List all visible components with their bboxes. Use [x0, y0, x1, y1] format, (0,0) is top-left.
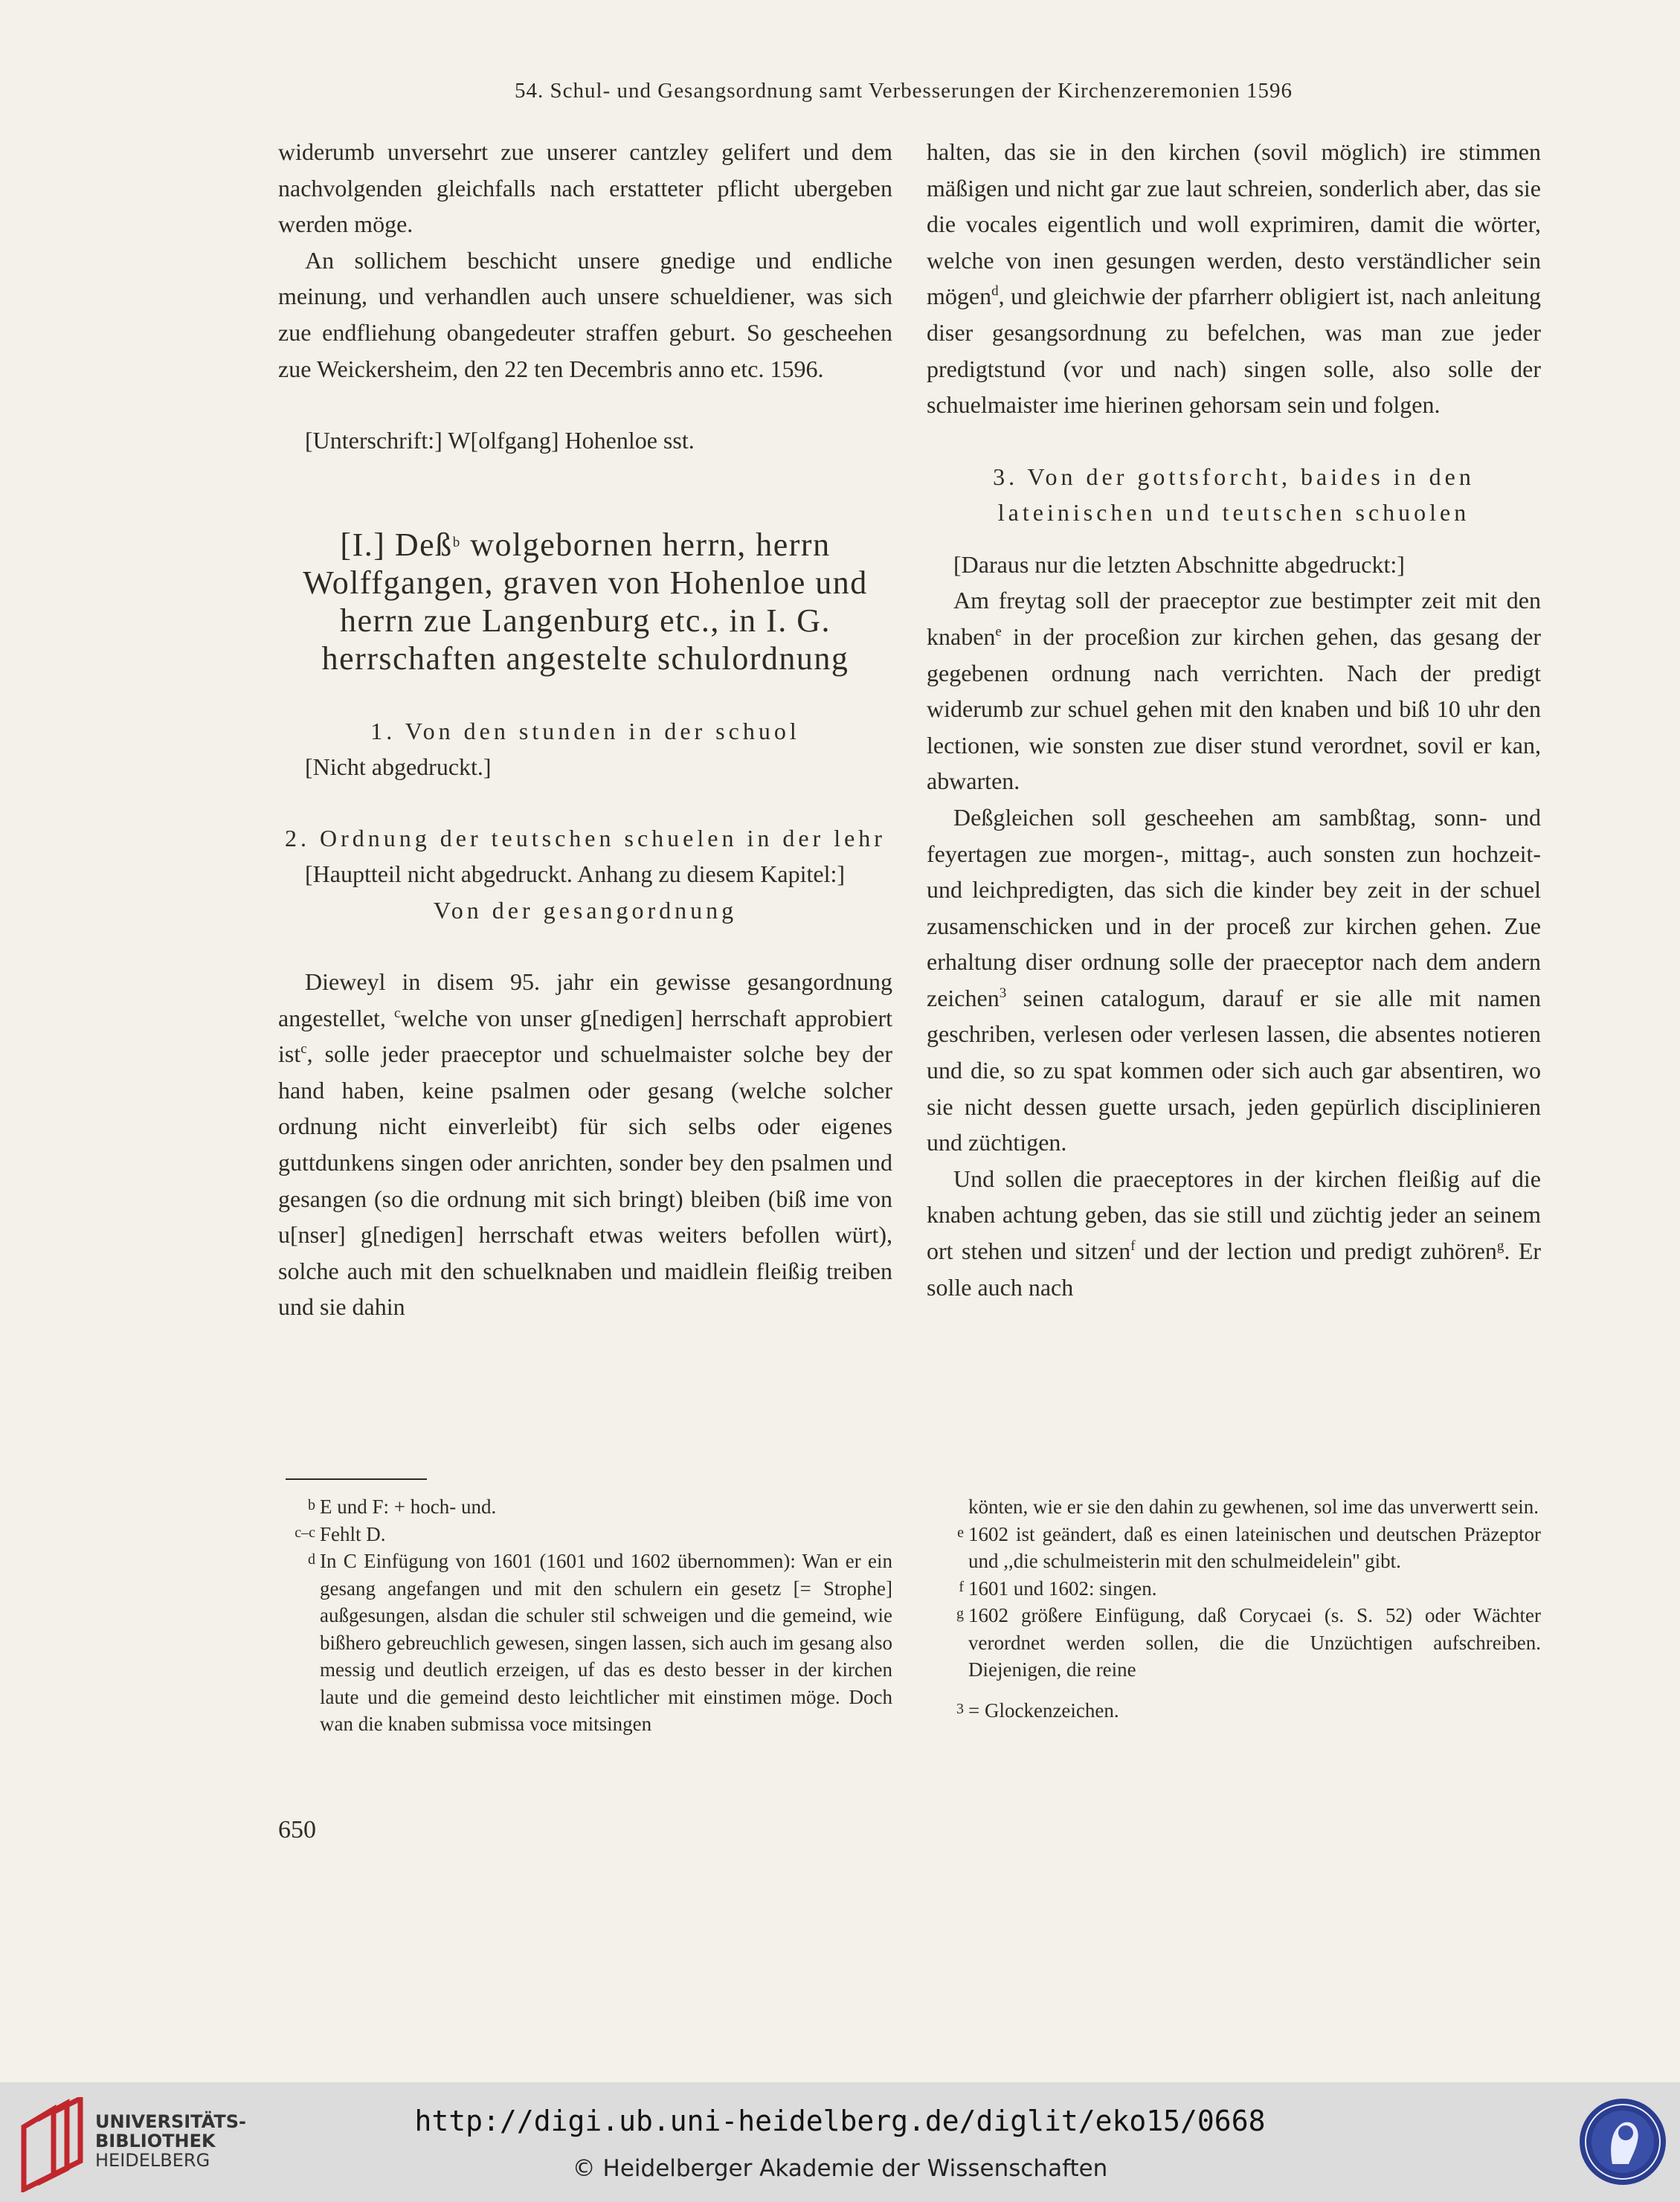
paragraph: Am freytag soll der praeceptor zue bestimpter zeit mit den knaben$^e$ in der proceßion zur kirchen gehen, das gesang der gegebenen ordnung nach verrichten. Nach der predigt widerumb zur schuel gehen mit den knaben und biß 10 uhr den lectionen, wie sonsten zue diser stund verordnet, sovil er kan, abwarten. [927, 587, 1541, 795]
sub-heading: Von der gesangordnung [433, 896, 738, 924]
footnotes-right [927, 1493, 1541, 1724]
footnote-mark: 3 [999, 985, 1007, 1001]
paragraph: Dieweyl in disem 95. jahr ein gewisse gesangordnung angestellet, $^c$welche von unser g[nedigen] herrschaft approbiert ist$^c$, solle jeder praeceptor und schuelmaister solche bey der hand haben, keine psalmen oder gesang (welche solcher ordnung nicht einverleibt) für sich selbs oder eigenes guttdunkens singen oder anrichten, sonder bey den psalmen und gesangen (so die ordnung mit sich bringt) bleiben (biß ime von u[nser] g[nedigen] herrschaft etwas weiters befollen würt), solche auch mit den schuelknaben und maidlein fleißig treiben und sie dahin [278, 968, 893, 1321]
library-name: UNIVERSITÄTS- BIBLIOTHEK HEIDELBERG [95, 2111, 247, 2171]
paragraph: halten, das sie in den kirchen (sovil möglich) ire stimmen mäßigen und nicht gar zue laut schreien, sonderlich aber, das sie die vocales eigentlich und woll exprimiren, damit die wörter, welche von inen gesungen werden, desto verständlicher sein mögen$^d$, und gleichwie der pfarrherr obligiert ist, nach anleitung diser gesangsordnung zu befelchen, was man zue jeder predigtstund (vor und nach) singen solle, also solle der schuelmaister ime hierinen gehorsam sein und folgen. [927, 138, 1541, 419]
footnote: b E und F: + hoch- und. [308, 1496, 497, 1518]
page-number: 650 [278, 1816, 316, 1844]
footnote-mark: b [452, 534, 461, 550]
heidelberg-seal-icon [1577, 2096, 1669, 2188]
footnote: d In C Einfügung von 1601 (1601 und 1602 übernommen): Wan er ein gesang angefangen und mit den schulern ein gesetz [= Strophe] außgesungen, alsdan die schuler stil schweigen und die gemeind, wie bißhero gebreuchlich gewesen, singen lassen, sich auch im gesang also messig und deutlich erzeigen, uf das es desto besser in der kirchen laute und die gemeind desto leichtlicher mit einstimen möge. Doch wan die knaben submissa voce mitsingen [308, 1550, 892, 1735]
running-head: 54. Schul- und Gesangsordnung samt Verbesserungen der Kirchenzeremonien 1596 [515, 79, 1293, 103]
footnote-numeric: 3 = Glockenzeichen. [956, 1699, 1119, 1722]
editorial-note: [Daraus nur die letzten Abschnitte abgedruckt:] [953, 550, 1405, 578]
paragraph: Und sollen die praeceptores in der kirchen fleißig auf die knaben achtung geben, das sie still und züchtig jeder an seinem ort stehen und sitzen$^f$ und der lection und predigt zuhören$^g$. Er solle auch nach [927, 1165, 1542, 1301]
section-title: [I.] Deß$^b$ wolgebornen herrn, herrn Wolffgangen, graven von Hohenloe und herrn zue Langenburg etc., in I. G. herrschaften angestelte schulordnung [303, 526, 868, 677]
paragraph: widerumb unversehrt zue unserer cantzley gelifert und dem nachvolgenden gleichfalls nach erstatteter pflicht ubergeben werden möge. [278, 138, 892, 238]
footnote: c–c Fehlt D. [295, 1522, 386, 1545]
subsection-heading: 2. Ordnung der teutschen schuelen in der lehr [285, 825, 886, 852]
viewer-footer-bar [0, 2082, 1680, 2202]
left-column [278, 134, 892, 1325]
footnote-mark: g [1496, 1238, 1504, 1255]
paragraph: Deßgleichen soll gescheehen am sambßtag, sonn- und feyertagen zue morgen-, mittag-, auch sonsten zun hochzeit- und leichpredigten, das sich die kinder bey zeit in der schuel zusamenschicken und in der proceß zur kirchen gehen. Zue erhaltung diser ordnung solle der praeceptor nach dem andern zeichen$^3$ seinen catalogum, darauf er sie alle mit namen geschriben, verlesen oder verlesen lassen, die absentes notieren und die, so zu spat kommen oder sich auch gar absentiren, wo sie nicht dessen guette ursach, jeden gepürlich disciplinieren und züchtigen. [927, 803, 1541, 1156]
subsection-heading: 3. Von der gottsforcht, baides in den lateinischen und teutschen schuolen [993, 463, 1475, 526]
permalink-url[interactable]: http://digi.ub.uni-heidelberg.de/diglit/eko15/0668 [414, 2105, 1266, 2137]
signature: [Unterschrift:] W[olfgang] Hohenloe sst. [305, 427, 695, 454]
footnote: f 1601 und 1602: singen. [959, 1577, 1157, 1600]
footnote-mark: f [1130, 1238, 1136, 1255]
footnote-rule [286, 1478, 427, 1480]
copyright-notice: © Heidelberger Akademie der Wissenschaften [572, 2155, 1108, 2182]
footnote-mark: c [300, 1041, 307, 1057]
footnote: g 1602 größere Einfügung, daß Corycaei (s. S. 52) oder Wächter verordnet werden sollen, die die Unzüchtigen aufschreiben. Diejenigen, die reine [956, 1604, 1541, 1681]
editorial-note: [Hauptteil nicht abgedruckt. Anhang zu diesem Kapitel:] [305, 860, 845, 888]
footnote-mark: c [393, 1005, 401, 1021]
footnote-mark: e [995, 623, 1002, 640]
footnote-continuation: könten, wie er sie den dahin zu gewhenen, sol ime das unverwertt sein. [968, 1496, 1539, 1518]
subsection-heading: 1. Von den stunden in der schuol [370, 717, 800, 744]
right-column [927, 134, 1541, 1305]
footnote-mark: d [991, 283, 999, 300]
footnotes-left [278, 1493, 892, 1738]
paragraph: An sollichem beschicht unsere gnedige und endliche meinung, und verhandlen auch unsere schueldiener, was sich zue endfliehung obangedeuter straffen geburt. So gescheehen zue Weickersheim, den 22 ten Decembris anno etc. 1596. [278, 246, 892, 382]
editorial-note: [Nicht abgedruckt.] [305, 753, 492, 780]
footnote: e 1602 ist geändert, daß es einen lateinischen und deutschen Präzeptor und ,,die schulmeisterin mit den schulmeidelein'' gibt. [957, 1522, 1541, 1572]
